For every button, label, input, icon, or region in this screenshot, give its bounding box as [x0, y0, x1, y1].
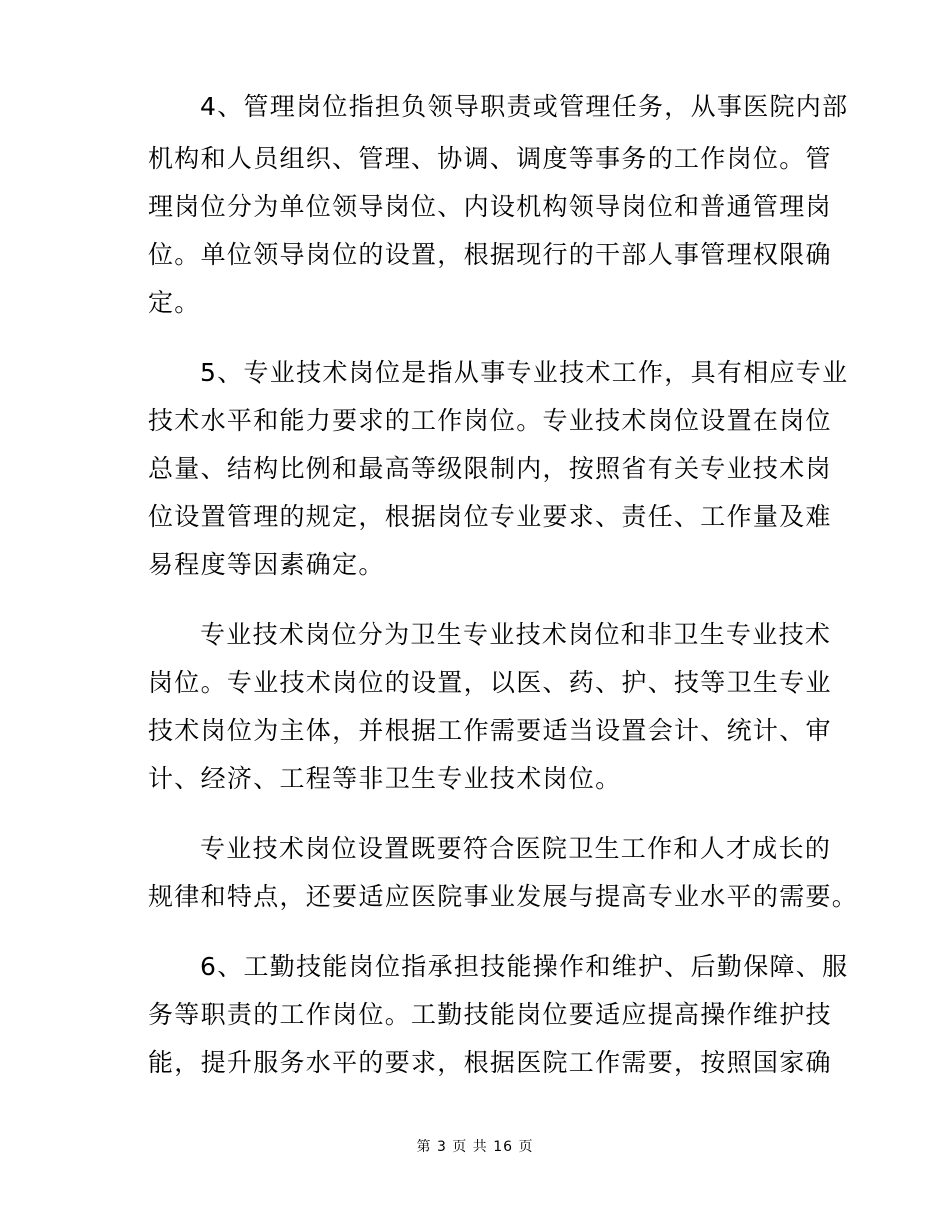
paragraph-line: 岗位。专业技术岗位的设置，以医、药、护、技等卫生专业	[148, 668, 832, 697]
paragraph-line: 计、经济、工程等非卫生专业技术岗位。	[148, 764, 622, 793]
paragraph-line: 理岗位分为单位领导岗位、内设机构领导岗位和普通管理岗	[148, 192, 832, 221]
paragraph-line: 专业技术岗位分为卫生专业技术岗位和非卫生专业技术	[200, 620, 832, 649]
paragraph-line: 机构和人员组织、管理、协调、调度等事务的工作岗位。管	[148, 144, 832, 173]
paragraph-line: 技术水平和能力要求的工作岗位。专业技术岗位设置在岗位	[148, 406, 832, 435]
paragraph-line: 6、工勤技能岗位指承担技能操作和维护、后勤保障、服	[200, 952, 849, 981]
paragraph-line: 能，提升服务水平的要求，根据医院工作需要，按照国家确	[148, 1048, 832, 1077]
paragraph-line: 4、管理岗位指担负领导职责或管理任务，从事医院内部	[200, 92, 849, 121]
paragraph-line: 专业技术岗位设置既要符合医院卫生工作和人才成长的	[200, 834, 832, 863]
paragraph-line: 规律和特点，还要适应医院事业发展与提高专业水平的需要。	[148, 882, 859, 911]
paragraph-line: 易程度等因素确定。	[148, 550, 385, 579]
paragraph-line: 位设置管理的规定，根据岗位专业要求、责任、工作量及难	[148, 502, 832, 531]
paragraph-line: 务等职责的工作岗位。工勤技能岗位要适应提高操作维护技	[148, 1000, 832, 1029]
page-number-footer: 第 3 页 共 16 页	[416, 1139, 534, 1155]
paragraph-line: 总量、结构比例和最高等级限制内，按照省有关专业技术岗	[148, 454, 832, 483]
paragraph-line: 位。单位领导岗位的设置，根据现行的干部人事管理权限确	[148, 240, 832, 269]
paragraph-line: 技术岗位为主体，并根据工作需要适当设置会计、统计、审	[148, 716, 832, 745]
paragraph-line: 定。	[148, 288, 201, 317]
paragraph-line: 5、专业技术岗位是指从事专业技术工作，具有相应专业	[200, 358, 849, 387]
